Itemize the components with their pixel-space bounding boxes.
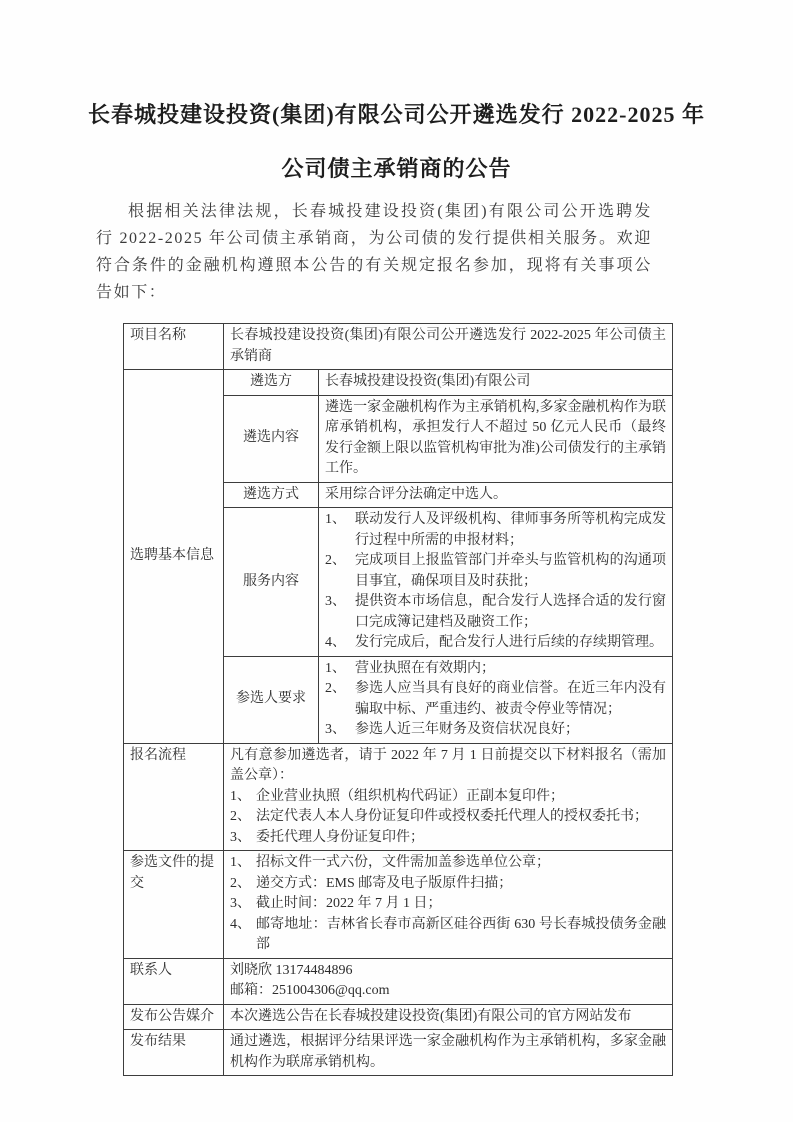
service-item (325, 592, 666, 633)
contact-name-phone: 刘晓欣 13174484896 (230, 962, 353, 978)
submission-item (230, 853, 666, 874)
document-submission-value (224, 851, 673, 959)
item-number: 4、 (325, 635, 346, 650)
title-line-1: 长春城投建设投资(集团)有限公司公开遴选发行 2022-2025 年 (88, 102, 705, 127)
item-text: 企业营业执照（组织机构代码证）正副本复印件； (256, 788, 564, 804)
item-number: 1、 (230, 855, 251, 870)
item-text: 联动发行人及评级机构、律师事务所等机构完成发行过程中所需的申报材料； (355, 512, 666, 548)
requirement-item (325, 659, 666, 680)
item-text: 参选人近三年财务及资信状况良好； (355, 722, 579, 737)
service-content-value (319, 508, 673, 657)
title-line-2: 公司债主承销商的公告 (281, 156, 512, 181)
row-contact (124, 958, 673, 1004)
document-submission-label: 参选文件的提交 (124, 851, 224, 959)
submission-item (230, 874, 666, 895)
participant-requirements-value (319, 656, 673, 743)
item-text: 递交方式：EMS 邮寄及电子版原件扫描； (256, 875, 513, 891)
item-text: 参选人应当具有良好的商业信誉。在近三年内没有骗取中标、严重违约、被责令停业等情况； (355, 681, 666, 717)
row-signup-process (124, 743, 673, 851)
item-number: 2、 (230, 809, 251, 824)
contact-email: 邮箱：251004306@qq.com (230, 983, 390, 998)
selector-label: 遴选方 (224, 370, 319, 396)
item-number: 3、 (230, 896, 251, 911)
selection-content-label: 遴选内容 (224, 395, 319, 482)
participant-requirements-label: 参选人要求 (224, 656, 319, 743)
requirement-item (325, 679, 666, 720)
row-selector (124, 370, 673, 396)
item-number: 2、 (325, 553, 346, 568)
signup-item (230, 807, 666, 828)
selection-content-value: 遴选一家金融机构作为主承销机构,多家金融机构作为联席承销机构，承担发行人不超过 50 亿元人民币（最终发行金额上限以监管机构审批为准)公司债发行的主承销工作。 (319, 395, 673, 482)
requirement-item (325, 720, 666, 741)
row-project-name (124, 324, 673, 370)
item-number: 3、 (230, 829, 251, 845)
item-text: 截止时间：2022 年 7 月 1 日； (256, 896, 442, 911)
item-number: 3、 (325, 594, 346, 609)
row-document-submission (124, 851, 673, 959)
service-item (325, 551, 666, 592)
result-value: 通过遴选，根据评分结果评选一家金融机构作为主承销机构，多家金融机构作为联席承销机构。 (224, 1030, 673, 1076)
contact-label: 联系人 (124, 958, 224, 1004)
announcement-media-label: 发布公告媒介 (124, 1004, 224, 1030)
item-number: 1、 (230, 788, 251, 804)
submission-item (230, 915, 666, 956)
item-text: 邮寄地址：吉林省长春市高新区硅谷西街 630 号长春城投债务金融部 (256, 916, 666, 952)
item-text: 招标文件一式六份，文件需加盖参选单位公章； (256, 855, 550, 870)
item-text: 营业执照在有效期内； (355, 660, 495, 676)
project-name-value: 长春城投建设投资(集团)有限公司公开遴选发行 2022-2025 年公司债主承销商 (224, 324, 673, 370)
signup-process-label: 报名流程 (124, 743, 224, 851)
service-item (325, 633, 666, 654)
basic-info-label: 选聘基本信息 (124, 370, 224, 744)
row-announcement-media (124, 1004, 673, 1030)
item-text: 委托代理人身份证复印件； (256, 829, 424, 845)
signup-item (230, 787, 666, 808)
intro-paragraph: 根据相关法律法规，长春城投建设投资(集团)有限公司公开选聘发行 2022-2025 年公司债主承销商，为公司债的发行提供相关服务。欢迎符合条件的金融机构遵照本公告的有关规定报名参加，现将有关事项公告如下： (96, 203, 652, 301)
project-name-label: 项目名称 (124, 324, 224, 370)
item-number: 2、 (325, 681, 346, 696)
row-result (124, 1030, 673, 1076)
service-content-label: 服务内容 (224, 508, 319, 657)
document-title (0, 100, 793, 184)
item-number: 2、 (230, 875, 251, 891)
item-number: 1、 (325, 512, 346, 527)
contact-value (224, 958, 673, 1004)
selector-value: 长春城投建设投资(集团)有限公司 (319, 370, 673, 396)
announcement-media-value: 本次遴选公告在长春城投建设投资(集团)有限公司的官方网站发布 (224, 1004, 673, 1030)
item-number: 4、 (230, 916, 251, 932)
item-text: 法定代表人本人身份证复印件或授权委托代理人的授权委托书； (256, 809, 648, 824)
item-number: 3、 (325, 722, 346, 737)
signup-process-value (224, 743, 673, 851)
signup-intro: 凡有意参加遴选者，请于 2022 年 7 月 1 日前提交以下材料报名（需加盖公章）： (230, 747, 666, 783)
submission-item (230, 894, 666, 915)
item-text: 完成项目上报监管部门并牵头与监管机构的沟通项目事宜，确保项目及时获批； (355, 553, 666, 589)
item-text: 发行完成后，配合发行人进行后续的存续期管理。 (355, 635, 663, 650)
result-label: 发布结果 (124, 1030, 224, 1076)
signup-item (230, 828, 666, 849)
selection-method-value: 采用综合评分法确定中选人。 (319, 482, 673, 508)
selection-method-label: 遴选方式 (224, 482, 319, 508)
item-text: 提供资本市场信息，配合发行人选择合适的发行窗口完成簿记建档及融资工作； (355, 594, 666, 630)
announcement-table (123, 323, 673, 1076)
service-item (325, 510, 666, 551)
item-number: 1、 (325, 660, 346, 676)
